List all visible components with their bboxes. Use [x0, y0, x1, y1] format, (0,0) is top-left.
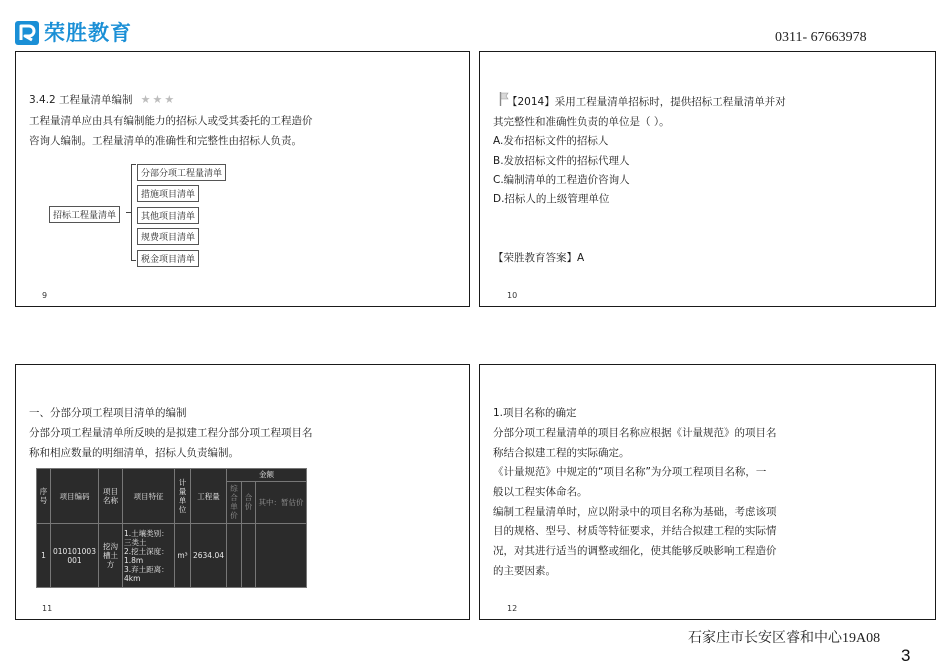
option-a: A.发布招标文件的招标人 [493, 135, 609, 147]
cell-seq: 1 [37, 524, 51, 588]
body-line: 分部分项工程量清单的项目名称应根据《计量规范》的项目名 [493, 427, 777, 439]
header-amount: 金额 [227, 469, 307, 482]
tree-root-node: 招标工程量清单 [49, 206, 120, 223]
feature-line: 3.弃土距离：4km [124, 564, 169, 583]
section-heading [29, 92, 174, 107]
star-icon: ★ [152, 92, 163, 106]
footer-address: 石家庄市长安区睿和中心19A08 [688, 631, 881, 646]
brand-logo [14, 18, 132, 48]
bill-of-quantities-table [36, 468, 307, 588]
answer-text: 【荣胜教育答案】A [493, 252, 585, 264]
tree-item: 规费项目清单 [137, 228, 199, 245]
slide-page-number: 12 [507, 604, 518, 613]
header-estimate: 其中：暂估价 [256, 481, 307, 523]
table-header-row [37, 469, 307, 482]
slide-page-number: 11 [42, 604, 53, 613]
body-line: 的主要因素。 [493, 565, 556, 577]
star-icon: ★ [164, 92, 175, 106]
tree-item: 税金项目清单 [137, 250, 199, 267]
rating-stars [141, 94, 175, 106]
slide-11 [15, 364, 470, 620]
slide-page-number: 9 [42, 291, 48, 300]
cell-total [242, 524, 256, 588]
option-d: D.招标人的上级管理单位 [493, 193, 610, 205]
document-page-number: 3 [901, 646, 911, 665]
header-total: 合价 [242, 481, 256, 523]
feature-line: 2.挖土深度：1.8m [124, 546, 169, 565]
body-line: 目的规格、型号、材质等特征要求，并结合拟建工程的实际情 [493, 525, 777, 537]
tree-item: 其他项目清单 [137, 207, 199, 224]
tree-bracket [131, 164, 136, 261]
logo-text: 荣胜教育 [44, 21, 132, 45]
slide-9 [15, 51, 470, 307]
cell-unit-price [227, 524, 242, 588]
option-c: C.编制清单的工程造价咨询人 [493, 174, 630, 186]
slide-10 [479, 51, 936, 307]
option-b: B.发放招标文件的招标代理人 [493, 155, 630, 167]
cell-quantity: 2634.04 [191, 524, 227, 588]
body-line: 工程量清单应由具有编制能力的招标人或受其委托的工程造价 [29, 115, 313, 127]
body-line: 称和相应数量的明细清单，招标人负责编制。 [29, 447, 239, 459]
phone-number: 0311- 67663978 [775, 30, 867, 45]
feature-line: 1.土壤类别：三类土 [124, 528, 169, 547]
star-icon: ★ [140, 92, 151, 106]
slide-12 [479, 364, 936, 620]
body-line: 称结合拟建工程的实际确定。 [493, 447, 630, 459]
section-heading: 1.项目名称的确定 [493, 407, 577, 419]
header-code: 项目编码 [51, 469, 99, 524]
header-unit: 计量单位 [175, 469, 191, 524]
body-line: 《计量规范》中规定的“项目名称”为分项工程项目名称，一 [493, 466, 767, 478]
cell-name: 挖沟槽土方 [99, 524, 123, 588]
tree-item: 分部分项工程量清单 [137, 164, 226, 181]
cell-code: 010101003001 [51, 524, 99, 588]
body-line: 咨询人编制。工程量清单的准确性和完整性由招标人负责。 [29, 135, 302, 147]
header-name: 项目名称 [99, 469, 123, 524]
cell-estimate [256, 524, 307, 588]
table-row [37, 524, 307, 588]
slide-page-number: 10 [507, 291, 518, 300]
header-feature: 项目特征 [123, 469, 175, 524]
logo-mark-icon [14, 20, 40, 46]
header-seq: 序号 [37, 469, 51, 524]
body-line: 般以工程实体命名。 [493, 486, 588, 498]
question-line: 其完整性和准确性负责的单位是（ ）。 [493, 116, 670, 128]
header-unit-price: 综合单价 [227, 481, 242, 523]
body-line: 分部分项工程量清单所反映的是拟建工程分部分项工程项目名 [29, 427, 313, 439]
section-heading: 一、分部分项工程项目清单的编制 [29, 407, 187, 419]
question-line: 【2014】采用工程量清单招标时，提供招标工程量清单并对 [507, 96, 786, 108]
body-line: 编制工程量清单时，应以附录中的项目名称为基础，考虑该项 [493, 506, 777, 518]
cell-feature [123, 524, 175, 588]
heading-text: 3.4.2 工程量清单编制 [29, 94, 133, 106]
body-line: 况，对其进行适当的调整或细化，使其能够反映影响工程造价 [493, 545, 777, 557]
cell-unit: m³ [175, 524, 191, 588]
header-quantity: 工程量 [191, 469, 227, 524]
tree-item: 措施项目清单 [137, 185, 199, 202]
